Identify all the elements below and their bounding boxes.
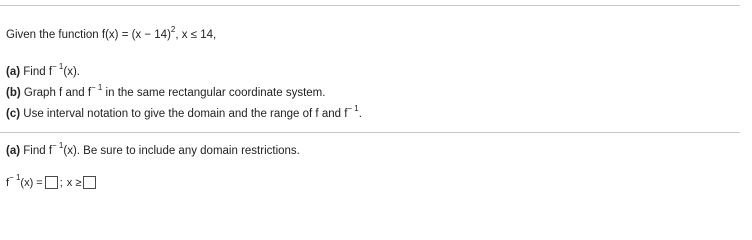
part-c-text-end: . [358, 108, 362, 120]
part-c-instruction [6, 104, 362, 120]
part-a-text-end: (x). [63, 66, 80, 78]
problem-domain: , x ≤ 14, [175, 29, 217, 41]
question-inverse-sup: − 1 [52, 141, 64, 150]
problem-statement [6, 25, 217, 41]
answer-lhs-rest: (x) = [20, 176, 43, 189]
part-a-label: (a) [6, 66, 21, 78]
domain-restriction-answer-box[interactable] [83, 176, 96, 189]
question-text-end: (x). Be sure to include any domain restrictions. [63, 145, 300, 157]
question-prompt [6, 141, 300, 157]
top-divider [0, 5, 740, 6]
problem-intro: Given the function f(x) = (x − 14) [6, 29, 171, 41]
part-c-text: Use interval notation to give the domain and the range of f and f [23, 108, 348, 120]
answer-row [6, 172, 98, 189]
answer-lhs [6, 172, 43, 189]
part-c-label: (c) [6, 108, 21, 120]
question-text: Find f [23, 145, 53, 157]
part-a-text: Find f [23, 66, 53, 78]
part-b-label: (b) [6, 87, 21, 99]
part-a-inverse-sup: − 1 [52, 62, 64, 71]
part-b-inverse-sup: − 1 [91, 83, 103, 92]
answer-lhs-f: f [6, 176, 10, 189]
part-a-instruction [6, 62, 80, 78]
part-b-instruction [6, 83, 326, 99]
part-c-inverse-sup: − 1 [347, 104, 359, 113]
question-label: (a) [6, 145, 21, 157]
answer-lhs-sup: − 1 [9, 172, 21, 182]
problem-exponent: 2 [170, 25, 176, 34]
section-divider [0, 132, 740, 133]
domain-condition-label: x ≥ [66, 176, 82, 189]
answer-separator: ; [59, 176, 63, 189]
part-b-text-end: in the same rectangular coordinate system. [102, 87, 326, 99]
part-b-text: Graph f and f [23, 87, 92, 99]
inverse-function-answer-box[interactable] [45, 176, 58, 189]
